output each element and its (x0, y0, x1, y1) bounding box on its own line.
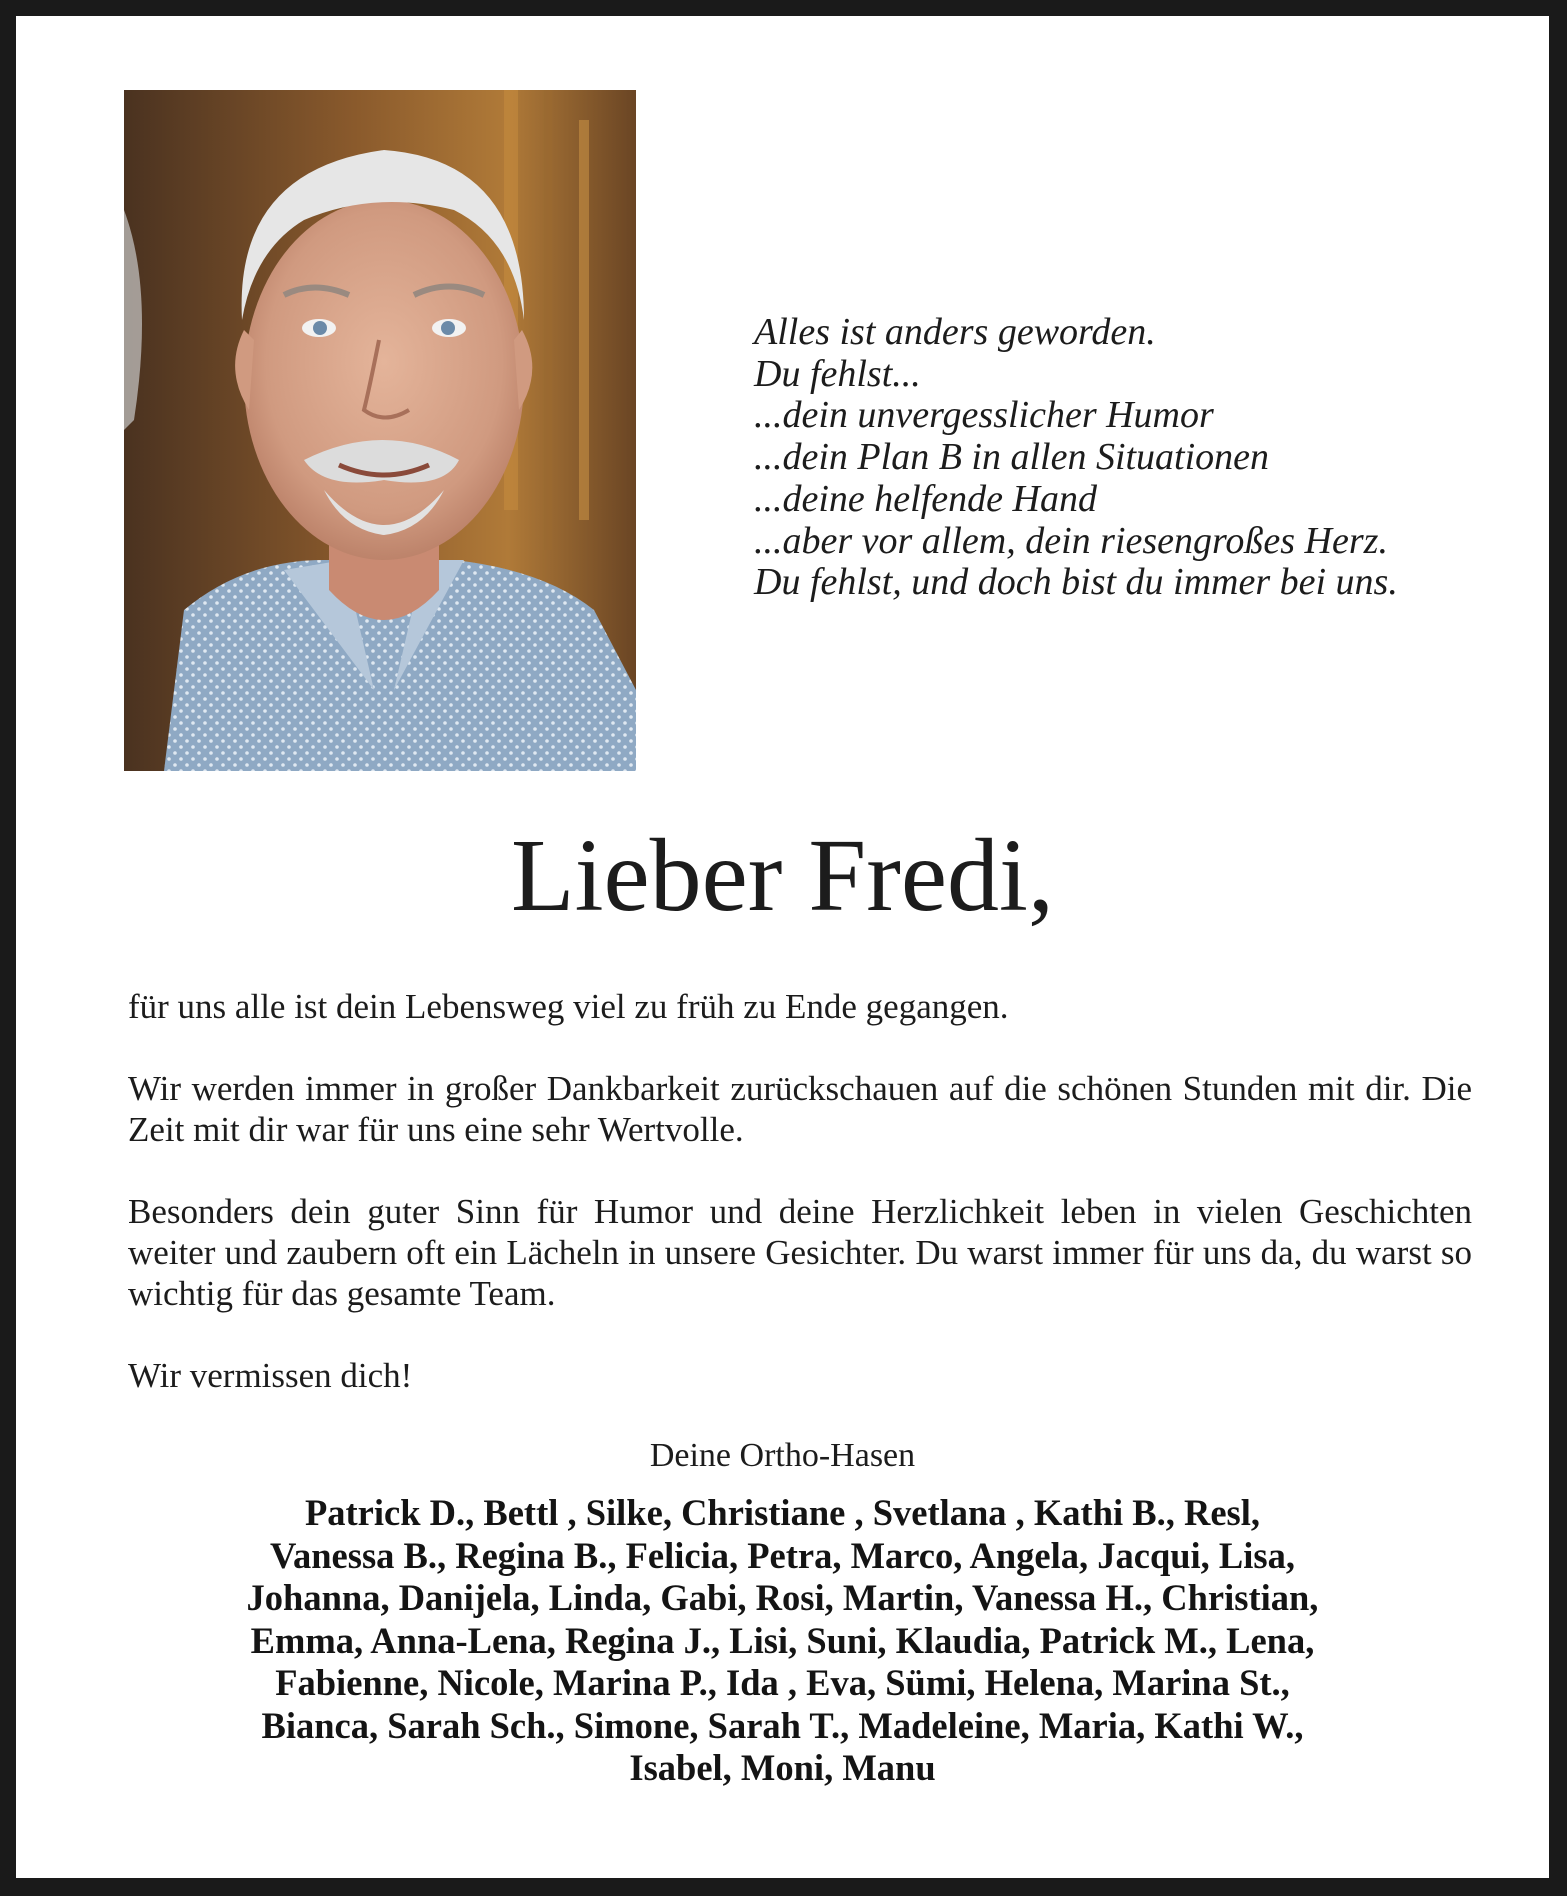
names-list (116, 1492, 1449, 1790)
names-line: Johanna, Danijela, Linda, Gabi, Rosi, Martin, Vanessa H., Christian, (246, 1577, 1319, 1618)
portrait-photo (124, 90, 636, 771)
poem-line: Du fehlst, und doch bist du immer bei uns. (754, 561, 1398, 604)
names-line: Fabienne, Nicole, Marina P., Ida , Eva, Sümi, Helena, Marina St., (275, 1662, 1290, 1703)
poem-line: ...dein unvergesslicher Humor (754, 394, 1214, 437)
poem (754, 312, 1514, 604)
names-line: Isabel, Moni, Manu (629, 1747, 936, 1788)
message-paragraph: Besonders dein guter Sinn für Humor und deine Herzlichkeit leben in vielen Geschichten weiter und zaubern oft ein Lächeln in unsere Gesichter. Du warst immer für uns da, du warst so wichtig für das gesamte Team. (128, 1192, 1472, 1313)
message-body (128, 986, 1472, 1396)
obituary-card (16, 16, 1549, 1878)
poem-line: Du fehlst... (754, 352, 921, 395)
poem-line: Alles ist anders geworden. (754, 311, 1156, 353)
signoff: Deine Ortho-Hasen (649, 1437, 916, 1474)
portrait-illustration (124, 90, 636, 771)
poem-line: ...aber vor allem, dein riesengroßes Herz. (754, 519, 1388, 562)
message-paragraph: Wir vermissen dich! (128, 1356, 413, 1395)
names-line: Patrick D., Bettl , Silke, Christiane , Svetlana , Kathi B., Resl, (304, 1492, 1261, 1533)
names-line: Vanessa B., Regina B., Felicia, Petra, Marco, Angela, Jacqui, Lisa, (269, 1534, 1295, 1576)
message-paragraph: für uns alle ist dein Lebensweg viel zu früh zu Ende gegangen. (128, 987, 1009, 1026)
names-line: Emma, Anna-Lena, Regina J., Lisi, Suni, Klaudia, Patrick M., Lena, (250, 1619, 1315, 1661)
names-line: Bianca, Sarah Sch., Simone, Sarah T., Madeleine, Maria, Kathi W., (261, 1704, 1304, 1746)
message-paragraph: Wir werden immer in großer Dankbarkeit zurückschauen auf die schönen Stunden mit dir. Die Zeit mit dir war für uns eine sehr Wertvolle. (128, 1069, 1472, 1149)
poem-line: ...dein Plan B in allen Situationen (754, 436, 1270, 479)
poem-line: ...deine helfende Hand (754, 477, 1097, 520)
salutation-heading: Lieber Fredi, (511, 818, 1054, 933)
